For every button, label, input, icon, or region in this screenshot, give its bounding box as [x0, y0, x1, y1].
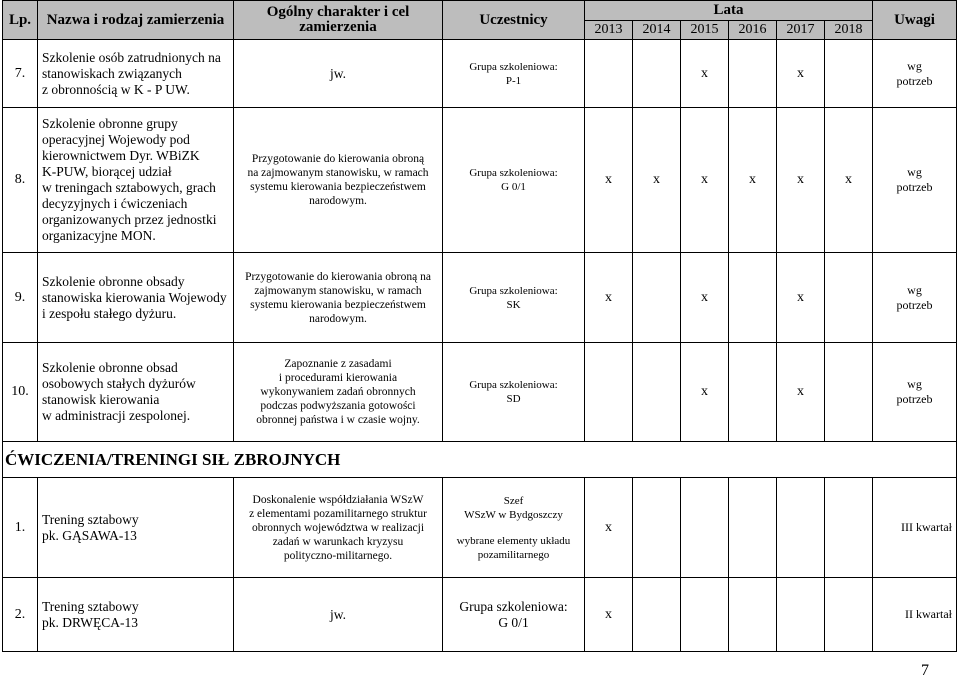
header-year: 2015: [681, 21, 729, 40]
row-lp: 2.: [3, 578, 38, 652]
row-year-mark: [729, 253, 777, 343]
row-year-mark: [633, 478, 681, 578]
row-character: jw.: [234, 40, 443, 108]
header-row: [3, 1, 957, 21]
row-participants: Grupa szkoleniowa: P-1: [443, 40, 585, 108]
row-year-mark: x: [585, 578, 633, 652]
row-character: jw.: [234, 578, 443, 652]
participants-bottom: wybrane elementy układu pozamilitarnego: [456, 534, 571, 561]
row-participants: Grupa szkoleniowa: G 0/1: [443, 108, 585, 253]
row-character: Zapoznanie z zasadami i procedurami kierowania wykonywaniem zadań obronnych podczas podwyższania gotowości obronnej państwa i w czasie wojny.: [234, 343, 443, 442]
row-lp: 1.: [3, 478, 38, 578]
table-row: [3, 478, 957, 578]
training-plan-table: [2, 0, 957, 652]
row-year-mark: x: [585, 108, 633, 253]
row-character: Przygotowanie do kierowania obroną na zajmowanym stanowisku, w ramach systemu kierowania bezpieczeństwem narodowym.: [234, 108, 443, 253]
row-year-mark: x: [777, 343, 825, 442]
row-name: Szkolenie obronne grupy operacyjnej Wojewody pod kierownictwem Dyr. WBiZK K-PUW, biorącej udział w treningach sztabowych, grach decyzyjnych i ćwiczeniach organizowanych przez jednostki organizacyjne MON.: [38, 108, 234, 253]
row-lp: 9.: [3, 253, 38, 343]
header-year: 2014: [633, 21, 681, 40]
row-year-mark: [729, 40, 777, 108]
row-participants: Grupa szkoleniowa: SD: [443, 343, 585, 442]
row-year-mark: x: [777, 40, 825, 108]
row-participants: Grupa szkoleniowa: SK: [443, 253, 585, 343]
table-row: [3, 108, 957, 253]
header-character: Ogólny charakter i cel zamierzenia: [234, 1, 443, 40]
row-lp: 8.: [3, 108, 38, 253]
header-name: Nazwa i rodzaj zamierzenia: [38, 1, 234, 40]
row-year-mark: x: [777, 108, 825, 253]
header-year: 2018: [825, 21, 873, 40]
row-year-mark: [777, 578, 825, 652]
row-year-mark: [633, 343, 681, 442]
row-year-mark: x: [633, 108, 681, 253]
row-year-mark: x: [825, 108, 873, 253]
row-character: Doskonalenie współdziałania WSzW z elementami pozamilitarnego struktur obronnych województwa w realizacji zadań w warunkach kryzysu polityczno-militarnego.: [234, 478, 443, 578]
row-notes: II kwartał: [873, 578, 957, 652]
section-title: ĆWICZENIA/TRENINGI SIŁ ZBROJNYCH: [3, 442, 957, 478]
row-year-mark: [681, 478, 729, 578]
row-year-mark: [585, 343, 633, 442]
row-participants: Grupa szkoleniowa: G 0/1: [443, 578, 585, 652]
row-year-mark: [585, 40, 633, 108]
row-notes: wg potrzeb: [873, 40, 957, 108]
row-notes: wg potrzeb: [873, 253, 957, 343]
header-lp: Lp.: [3, 1, 38, 40]
row-year-mark: x: [681, 108, 729, 253]
row-name: Szkolenie obronne obsad osobowych stałych dyżurów stanowisk kierowania w administracji zespolonej.: [38, 343, 234, 442]
participants-top: Szef WSzW w Bydgoszczy: [464, 494, 563, 521]
row-lp: 10.: [3, 343, 38, 442]
page-number: 7: [921, 662, 929, 679]
row-year-mark: [825, 253, 873, 343]
table-row: [3, 343, 957, 442]
row-character: Przygotowanie do kierowania obroną na zajmowanym stanowisku, w ramach systemu kierowania bezpieczeństwem narodowym.: [234, 253, 443, 343]
row-notes: wg potrzeb: [873, 108, 957, 253]
table-row: [3, 253, 957, 343]
row-year-mark: [777, 478, 825, 578]
header-notes: Uwagi: [873, 1, 957, 40]
row-year-mark: x: [729, 108, 777, 253]
row-year-mark: [825, 40, 873, 108]
row-year-mark: [729, 578, 777, 652]
row-year-mark: x: [681, 253, 729, 343]
table-row: [3, 40, 957, 108]
row-year-mark: [633, 253, 681, 343]
row-year-mark: [825, 343, 873, 442]
row-year-mark: x: [681, 343, 729, 442]
row-year-mark: x: [777, 253, 825, 343]
header-year: 2017: [777, 21, 825, 40]
row-participants: [443, 478, 585, 578]
row-notes: III kwartał: [873, 478, 957, 578]
row-year-mark: [825, 478, 873, 578]
table-row: [3, 578, 957, 652]
row-year-mark: [681, 578, 729, 652]
row-year-mark: x: [585, 478, 633, 578]
row-year-mark: x: [681, 40, 729, 108]
header-year: 2016: [729, 21, 777, 40]
row-lp: 7.: [3, 40, 38, 108]
header-years-label: Lata: [585, 1, 873, 21]
row-name: Trening sztabowy pk. GĄSAWA-13: [38, 478, 234, 578]
row-year-mark: [633, 578, 681, 652]
header-year: 2013: [585, 21, 633, 40]
row-year-mark: [825, 578, 873, 652]
header-participants: Uczestnicy: [443, 1, 585, 40]
row-name: Szkolenie osób zatrudnionych na stanowiskach związanych z obronnością w K - P UW.: [38, 40, 234, 108]
row-notes: wg potrzeb: [873, 343, 957, 442]
row-year-mark: [633, 40, 681, 108]
row-name: Szkolenie obronne obsady stanowiska kierowania Wojewody i zespołu stałego dyżuru.: [38, 253, 234, 343]
row-year-mark: [729, 343, 777, 442]
row-year-mark: x: [585, 253, 633, 343]
section-row: [3, 442, 957, 478]
row-name: Trening sztabowy pk. DRWĘCA-13: [38, 578, 234, 652]
row-year-mark: [729, 478, 777, 578]
